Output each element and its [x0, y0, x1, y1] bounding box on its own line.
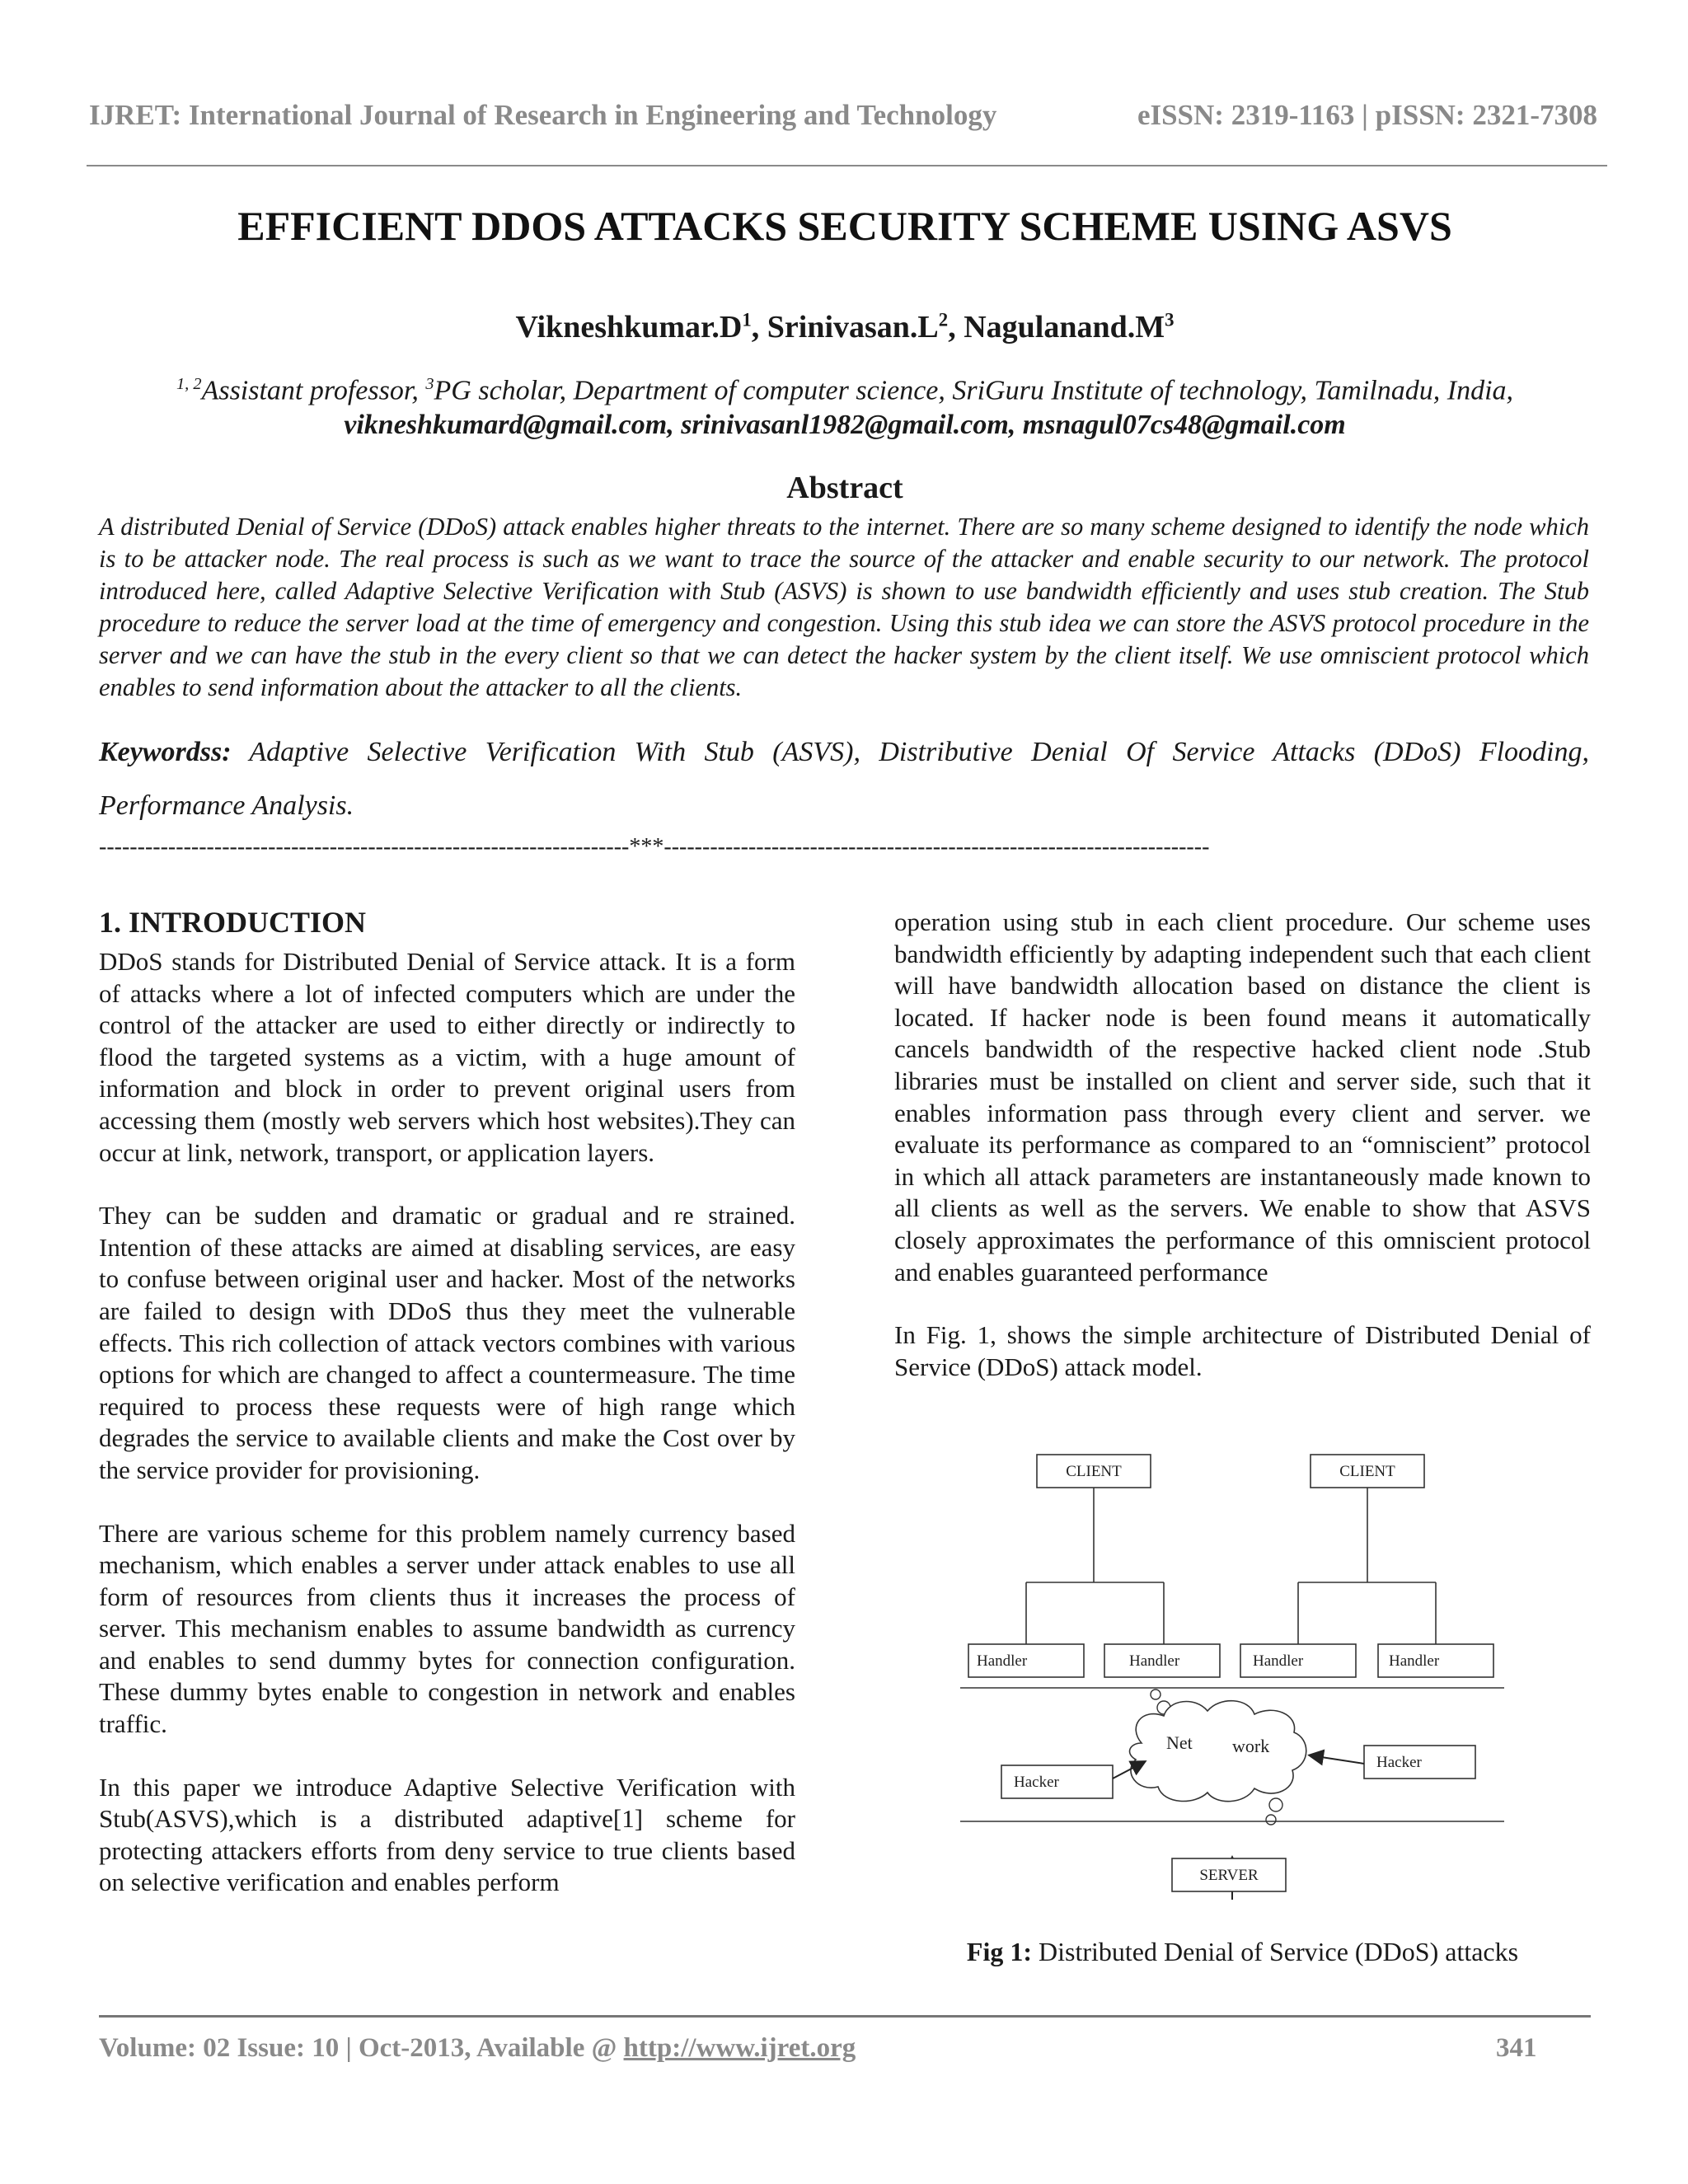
handler-label-2: Handler	[1129, 1652, 1180, 1670]
affiliation-block	[82, 367, 1607, 443]
affiliation-line: $^{1, 2}$Assistant professor, $^3$PG scholar, Department of computer science, SriGuru Institute of technology, Tamilnadu, India,	[176, 375, 1514, 406]
keywords-text: Adaptive Selective Verification With Stub (ASVS), Distributive Denial Of Service Attacks (DDoS) Flooding, Performance Analysis.	[99, 737, 1589, 821]
keywords-label: Keywordss:	[99, 737, 232, 767]
author-2: Srinivasan.L	[767, 310, 939, 344]
ddos-architecture-diagram	[948, 1442, 1508, 1912]
figure-caption-text: Distributed Denial of Service (DDoS) attacks	[1032, 1937, 1519, 1966]
section-heading-introduction: 1. INTRODUCTION	[99, 906, 367, 939]
handler-label-3: Handler	[1253, 1652, 1304, 1670]
footer-volume-info: Volume: 02 Issue: 10 | Oct-2013, Available @ http://www.ijret.org	[99, 2033, 856, 2063]
author-list: $Vikneshkumar.D^1$, $Srinivasan.L^2$, $Nagulanand.M^3$	[515, 309, 1175, 344]
client-label-2: CLIENT	[1339, 1463, 1395, 1480]
server-label: SERVER	[1199, 1867, 1259, 1884]
author-2-sup: 2	[938, 309, 949, 330]
left-column	[99, 946, 795, 1930]
section-separator: ---------------------------------------------------------------------***-----------------------------------------------------------------------	[99, 834, 1210, 860]
paragraph: In this paper we introduce Adaptive Selective Verification with Stub(ASVS),which is a distributed adaptive[1] scheme for protecting attackers efforts from deny service to true clients based on selective verification and enables perform	[99, 1772, 795, 1897]
paragraph: They can be sudden and dramatic or gradual and re strained. Intention of these attacks are aimed at disabling services, are easy to confuse between original user and hacker. Most of the networks are failed to design with DDoS thus they meet the vulnerable effects. This rich collection of attack vectors combines with various options for which are changed to affect a countermeasure. The time required to process these requests were of high range which degrades the service to available clients and make the Cost over by the service provider for provisioning.	[99, 1201, 795, 1484]
hacker-label-left: Hacker	[1014, 1774, 1059, 1791]
right-column	[894, 907, 1591, 1414]
running-header	[89, 99, 1597, 132]
author-1: Vikneshkumar.D	[515, 310, 743, 344]
author-emails: vikneshkumard@gmail.com, srinivasanl1982@gmail.com, msnagul07cs48@gmail.com	[344, 410, 1346, 441]
author-3-sup: 3	[1165, 309, 1175, 330]
abstract-heading: Abstract	[786, 471, 903, 505]
journal-url-link[interactable]: http://www.ijret.org	[623, 2033, 856, 2063]
abstract-text: A distributed Denial of Service (DDoS) attack enables higher threats to the internet. There are so many scheme designed to identify the node which is to be attacker node. The real process is such as we want to trace the source of the attacker and enable security to our network. The protocol introduced here, called Adaptive Selective Verification with Stub (ASVS) is shown to use bandwidth efficiently and uses stub creation. The Stub procedure to reduce the server load at the time of emergency and congestion. Using this stub idea we can store the ASVS protocol procedure in the server and we can have the stub in the every client so that we can detect the hacker system by the client itself. We use omniscient protocol which enables to send information about the attacker to all the clients.	[99, 513, 1589, 701]
paragraph: DDoS stands for Distributed Denial of Service attack. It is a form of attacks where a lot of infected computers which are under the control of the attacker are used to either directly or indirectly to flood the targeted systems as a victim, with a huge amount of information and block in order to prevent original users from accessing them (mostly web servers which host websites).They can occur at link, network, transport, or application layers.	[99, 947, 795, 1167]
paragraph: operation using stub in each client procedure. Our scheme uses bandwidth efficiently by adapting independent such that each client will have bandwidth allocation based on distance the client is located. If hacker node is been found means it automatically cancels bandwidth of the respective hacked client node .Stub libraries must be installed on client and server side, such that it enables information pass through every client and server. we evaluate its performance as compared to an “omniscient” protocol in which all attack parameters are instantaneously made known to all clients as well as the servers. We enable to show that ASVS closely approximates the performance of this omniscient protocol and enables guaranteed performance	[894, 907, 1591, 1286]
hacker-label-right: Hacker	[1376, 1754, 1422, 1771]
network-label-left: Net	[1166, 1732, 1193, 1753]
handler-label-1: Handler	[977, 1652, 1028, 1670]
figure-caption-label: Fig 1:	[966, 1937, 1033, 1966]
figure-caption	[894, 1937, 1591, 1967]
paper-title: EFFICIENT DDOS ATTACKS SECURITY SCHEME USING ASVS	[237, 203, 1452, 249]
footer-rule	[99, 2015, 1591, 2018]
paragraph: There are various scheme for this problem namely currency based mechanism, which enables a server under attack enables to use all form of resources from clients thus it increases the process of server. This mechanism enables to assume bandwidth as currency and enables to send dummy bytes for connection configuration. These dummy bytes enable to congestion in network and enables traffic.	[99, 1518, 795, 1739]
network-cloud	[1130, 1701, 1306, 1802]
journal-name: IJRET: International Journal of Research in Engineering and Technology	[89, 99, 997, 131]
network-label-right: work	[1232, 1736, 1270, 1756]
issn-info: eISSN: 2319-1163 | pISSN: 2321-7308	[1137, 99, 1597, 131]
handler-label-4: Handler	[1389, 1652, 1440, 1670]
client-handler-connectors	[1026, 1488, 1436, 1644]
client-label-1: CLIENT	[1066, 1463, 1122, 1480]
author-3: Nagulanand.M	[964, 310, 1165, 344]
author-1-sup: 1	[742, 309, 752, 330]
header-rule	[87, 165, 1607, 166]
page-number: 341	[1496, 2033, 1537, 2063]
paragraph: In Fig. 1, shows the simple architecture of Distributed Denial of Service (DDoS) attack model.	[894, 1320, 1591, 1381]
keywords	[99, 725, 1589, 832]
